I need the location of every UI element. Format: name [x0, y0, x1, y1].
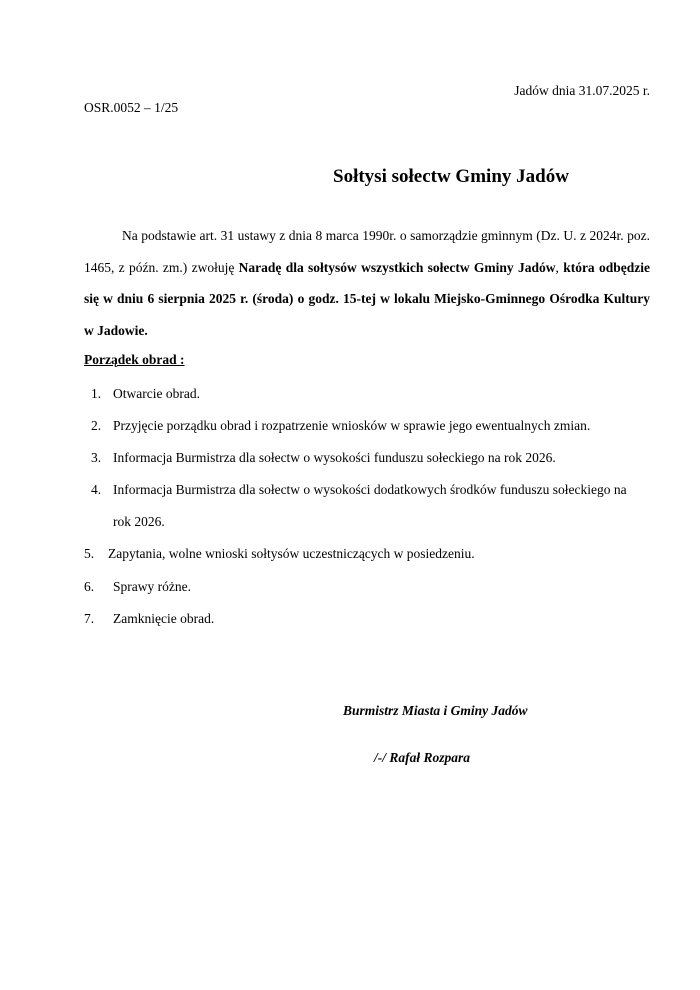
agenda-item-text: rok 2026.	[113, 514, 165, 529]
signature-title: Burmistrz Miasta i Gminy Jadów	[343, 703, 528, 718]
body-text-meeting: Naradę dla sołtysów wszystkich sołectw Gminy Jadów	[238, 259, 556, 275]
agenda-item-text: Otwarcie obrad.	[113, 386, 200, 401]
agenda-item-number: 3.	[91, 450, 102, 465]
agenda-title: Porządek obrad :	[84, 352, 185, 367]
agenda-item-number: 2.	[91, 418, 102, 433]
reference-number: OSR.0052 – 1/25	[84, 100, 179, 115]
agenda-item-text: Przyjęcie porządku obrad i rozpatrzenie wniosków w sprawie jego ewentualnych zmian.	[113, 418, 591, 433]
agenda-item-number: 1.	[91, 386, 102, 401]
agenda-item-number: 7.	[84, 611, 95, 626]
agenda-item-number: 6.	[84, 579, 95, 594]
page-title: Sołtysi sołectw Gminy Jadów	[333, 166, 569, 187]
agenda-item-text: Informacja Burmistrza dla sołectw o wysokości funduszu sołeckiego na rok 2026.	[113, 450, 556, 465]
agenda-item-number: 5.	[84, 546, 95, 561]
document-date: Jadów dnia 31.07.2025 r.	[514, 83, 650, 98]
body-text-intro: Na podstawie art. 31 ustawy z dnia 8 marca 1990r. o samorządzie gminnym (Dz. U. z 2024r. poz. 1465, z późn. zm.) zwołuję	[84, 228, 650, 275]
agenda-item-text: Sprawy różne.	[113, 579, 191, 594]
agenda-item-number: 4.	[91, 482, 102, 497]
agenda-item-text: Informacja Burmistrza dla sołectw o wysokości dodatkowych środków funduszu sołeckiego na	[113, 482, 627, 497]
agenda-item-text: Zamknięcie obrad.	[113, 611, 215, 626]
agenda-item-text: Zapytania, wolne wnioski sołtysów uczestniczących w posiedzeniu.	[108, 546, 475, 561]
signature-name: /-/ Rafał Rozpara	[374, 750, 471, 765]
body-paragraph	[84, 220, 650, 346]
body-text-details: która odbędzie się w dniu 6 sierpnia 2025 r. (środa) o godz. 15-tej w lokalu Miejsko-Gminnego Ośrodka Kultury w Jadowie.	[84, 259, 650, 338]
body-text-separator: ,	[555, 259, 564, 275]
